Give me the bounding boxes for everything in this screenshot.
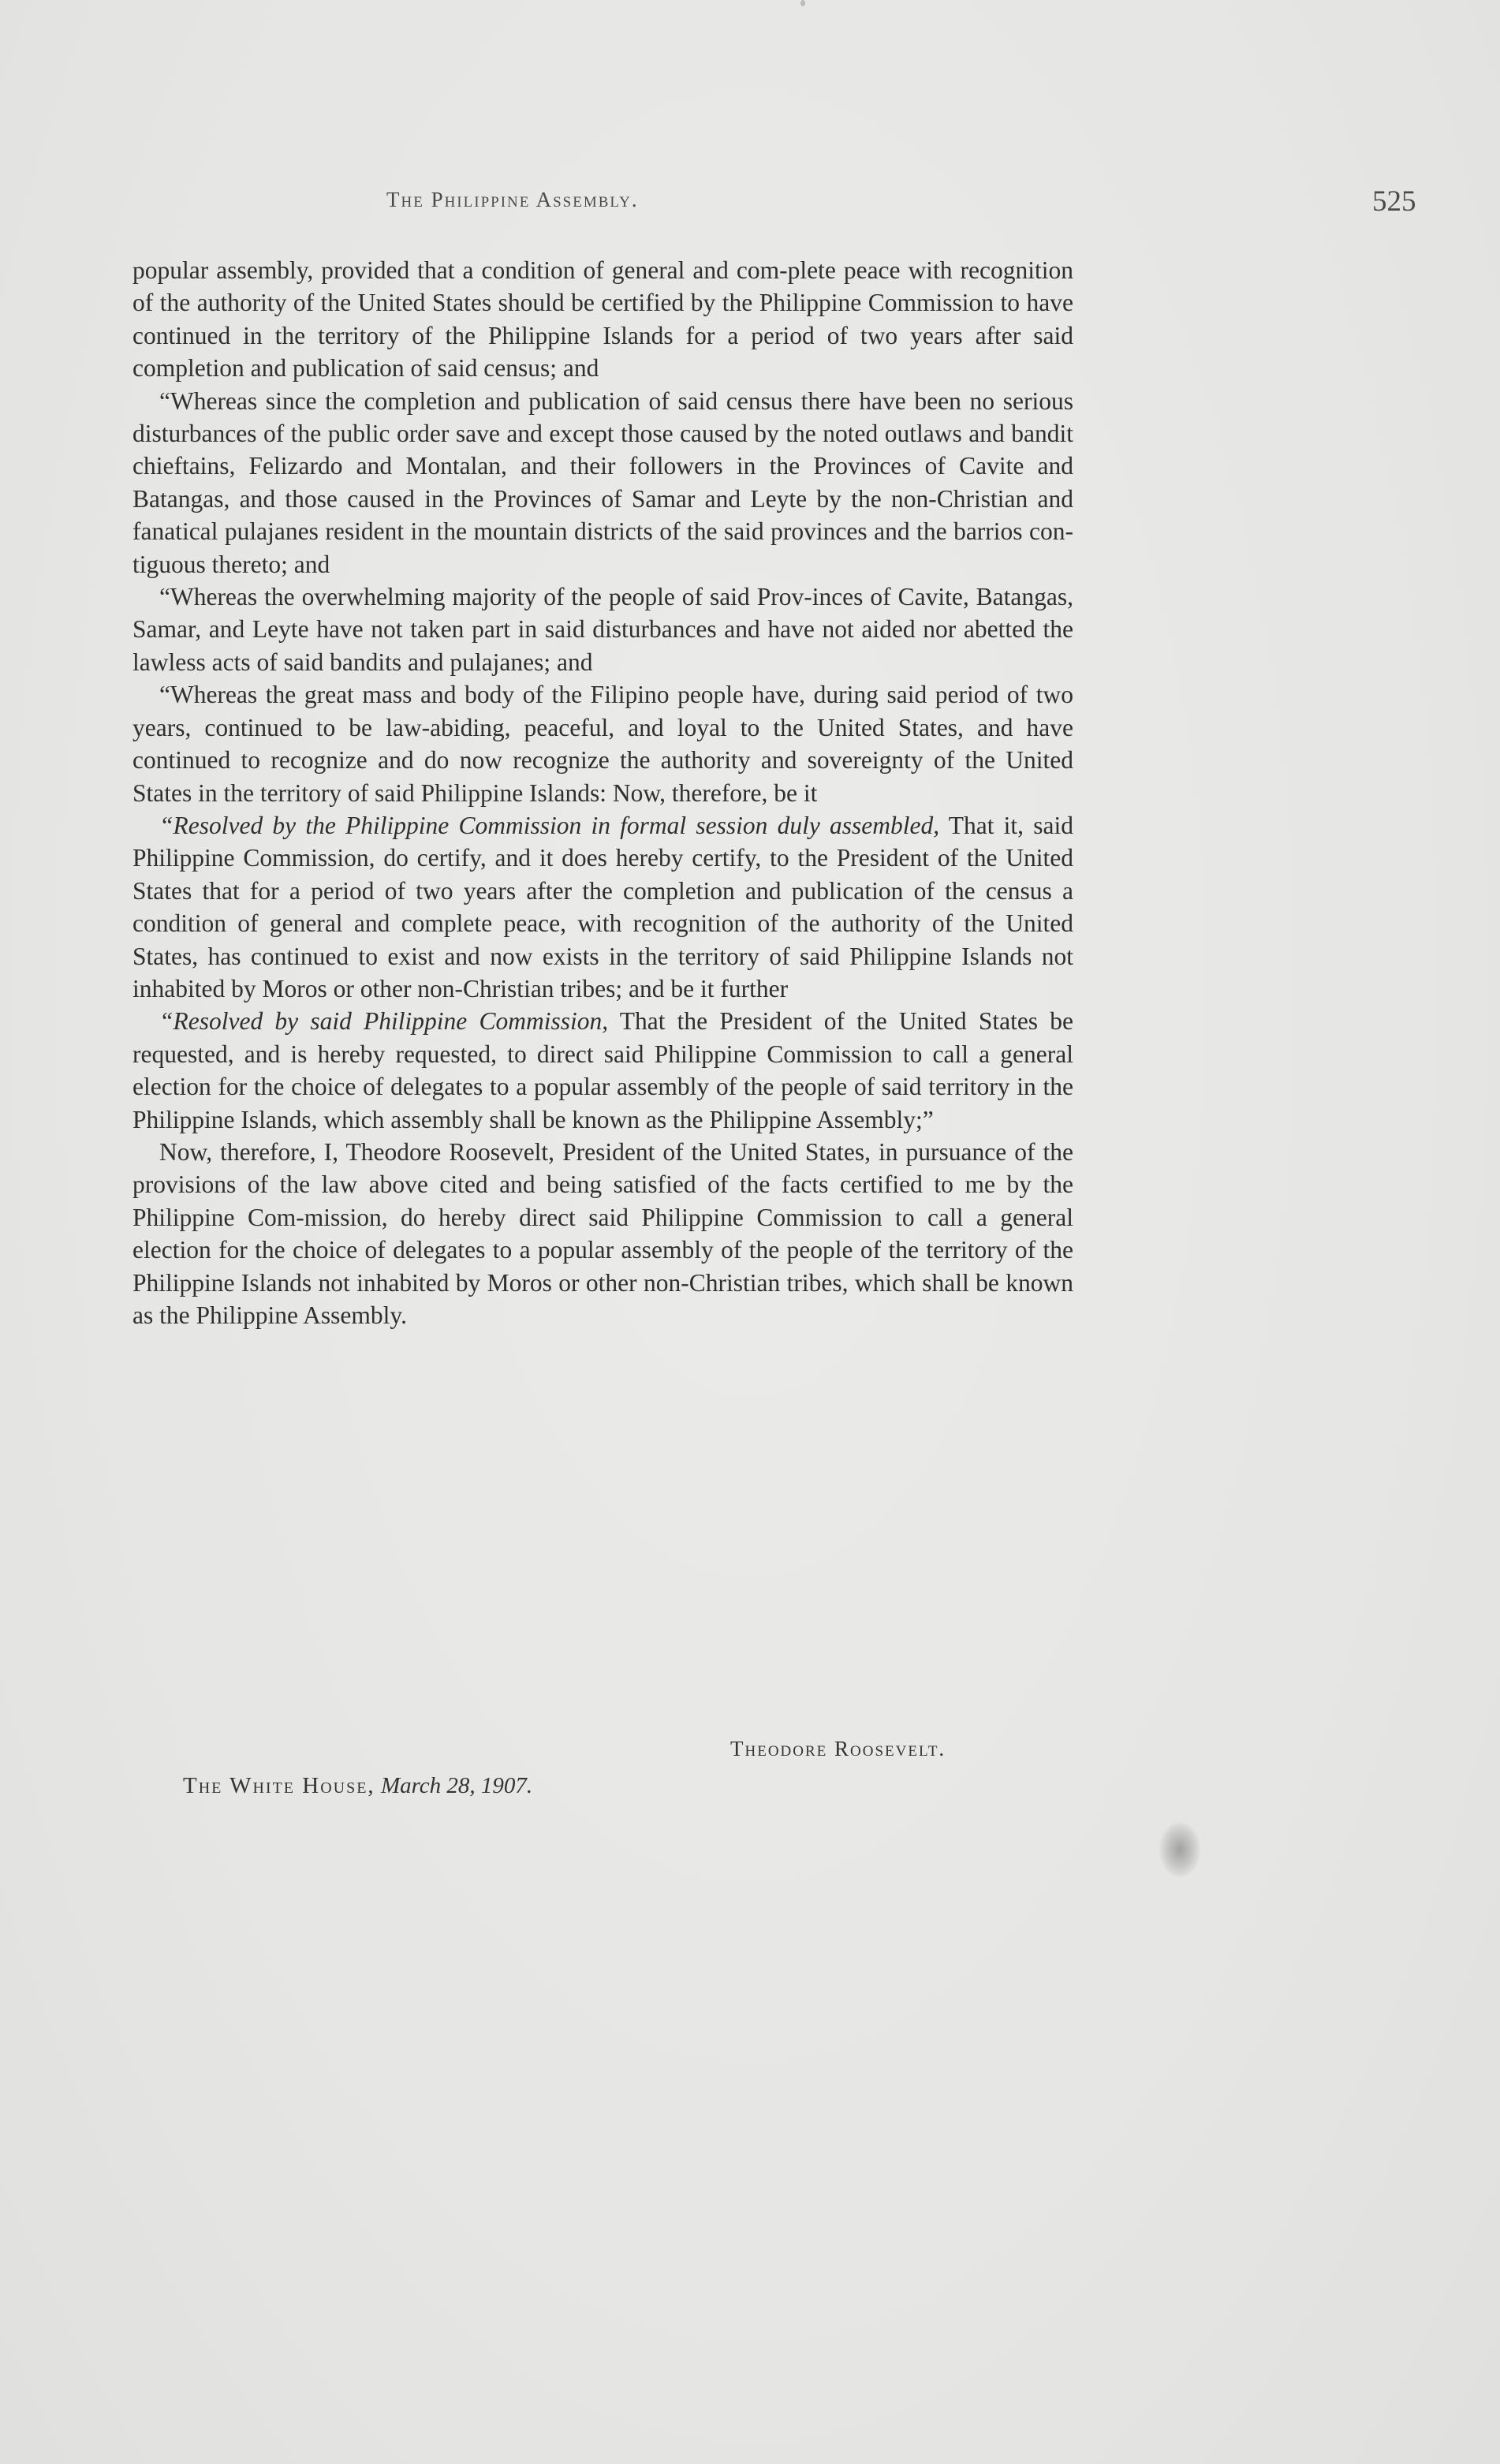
paragraph-resolution-certify	[132, 809, 1073, 1005]
paragraph-whereas-filipino-people: “Whereas the great mass and body of the Filipino people have, during said period of two years, continued to be law-abiding, peaceful, and loyal to the United States, and have continued to recognize and do now recognize the authority and sovereignty of the United States in the territory of said Philippine Islands: Now, therefore, be it	[132, 681, 1073, 807]
running-title: The Philippine Assembly.	[386, 188, 639, 211]
paragraph-resolution-request	[132, 1005, 1073, 1136]
paragraph-whereas-disturbances: “Whereas since the completion and publication of said census there have been no serious disturbances of the public order save and except those caused by the noted outlaws and bandit chieftains, Felizardo and Montalan, and their followers in the Provinces of Cavite and Batangas, and those caused in the Provinces of Samar and Leyte by the non-Christian and fanatical pulajanes resident in the mountain districts of the said provinces and the barrios con-tiguous thereto; and	[132, 386, 1073, 578]
resolution-1-text: That it, said Philippine Commission, do certify, and it does hereby certify, to the President of the United States that for a period of two years after the completion and publication of the census a condition of general and complete peace, with recognition of the authority of the United States, has continued to exist and now exists in the territory of said Philippine Islands not inhabited by Moros or other non-Christian tribes; and be it further	[132, 811, 1073, 1002]
paragraph-popular-assembly: popular assembly, provided that a condition of general and com-plete peace with recognition of the authority of the United States should be certified by the Philippine Commission to have continued in the territory of the Philippine Islands for a period of two years after said completion and publication of said census; and	[132, 256, 1073, 383]
dateline	[183, 1773, 532, 1799]
paragraph-proclamation: Now, therefore, I, Theodore Roosevelt, President of the United States, in pursuance of the provisions of the law above cited and being satisfied of the facts certified to me by the Philippine Com-mission, do hereby direct said Philippine Commission to call a general election for the choice of delegates to a popular assembly of the people of the territory of the Philippine Islands not inhabited by Moros or other non-Christian tribes, which shall be known as the Philippine Assembly.	[132, 1137, 1073, 1329]
resolution-2-lead: “Resolved by said Philippine Commission,	[159, 1007, 609, 1036]
scan-speck	[800, 0, 805, 6]
ink-smudge	[1159, 1822, 1200, 1877]
body-text	[132, 254, 1073, 1331]
signature: Theodore Roosevelt.	[730, 1737, 946, 1760]
resolution-1-lead: “Resolved by the Philippine Commission in formal session duly assembled,	[159, 811, 940, 839]
paragraph-whereas-majority: “Whereas the overwhelming majority of the people of said Prov-inces of Cavite, Batangas, Samar, and Leyte have not taken part in said disturbances and have not aided nor abetted the lawless acts of said bandits and pulajanes; and	[132, 583, 1073, 676]
dateline-place: The White House,	[183, 1773, 375, 1798]
dateline-date: March 28, 1907.	[380, 1773, 533, 1798]
page-number: 525	[1372, 185, 1416, 218]
running-header	[0, 185, 1500, 219]
resolution-2-text: That the President of the United States be requested, and is hereby requested, to direct said Philippine Commission to call a general election for the choice of delegates to a popular assembly of the people of said territory in the Philippine Islands, which assembly shall be known as the Philippine Assembly;”	[132, 1007, 1073, 1133]
